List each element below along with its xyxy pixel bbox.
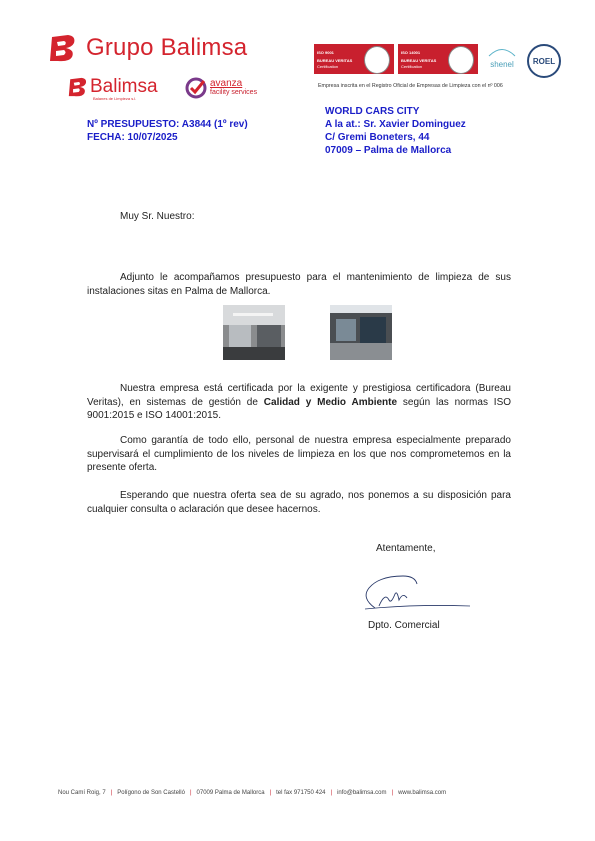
cert-body: BUREAU VERITAS xyxy=(317,58,353,63)
balimsa-b-icon xyxy=(46,33,80,63)
cert-label: Certification xyxy=(401,64,423,69)
shenel-seal xyxy=(486,44,518,76)
salutation: Muy Sr. Nuestro: xyxy=(120,211,195,222)
paragraph-2-bold: Calidad y Medio Ambiente xyxy=(263,396,398,408)
closing: Atentamente, xyxy=(376,543,436,554)
paragraph-3: Como garantía de todo ello, personal de nuestra empresa especialmente preparado supervisará el cumplimiento de los niveles de limpieza en los que nos comprometemos en la presente oferta. xyxy=(87,435,511,473)
recipient-street: C/ Gremi Boneters, 44 xyxy=(325,132,430,143)
paragraph-2-a: Nuestra empresa está certificada por la exigente y prestigiosa certificadora (Bureau Veritas), en sistemas de gestión de xyxy=(87,383,511,408)
paragraph-4: Esperando que nuestra oferta sea de su agrado, nos ponemos a su disposición para cualquier consulta o aclaración que desee hacernos. xyxy=(87,490,511,515)
bureau-veritas-seal-icon xyxy=(364,46,390,74)
footer-area: Polígono de Son Castelló xyxy=(117,790,185,796)
balimsa-logo xyxy=(66,76,158,101)
avanza-check-icon xyxy=(185,77,207,99)
roel-seal xyxy=(527,44,561,78)
roel-text: ROEL xyxy=(532,56,556,66)
shenel-text: shenel xyxy=(490,60,514,69)
footer-email[interactable]: info@balimsa.com xyxy=(337,790,387,796)
brand-sub-tagline: Balanes de Limpieza s.l. xyxy=(93,96,137,101)
avanza-logo xyxy=(185,77,257,99)
quote-number: Nº PRESUPUESTO: A3844 (1º rev) xyxy=(87,119,248,130)
brand-main: Grupo Balimsa xyxy=(86,34,248,61)
registry-line: Empresa inscrita en el Registro Oficial de Empresas de Limpieza con el nº 006 xyxy=(318,83,503,89)
paragraph-2-b: según las normas ISO 9001:2015 e ISO 14001:2015. xyxy=(87,396,512,421)
handwritten-signature xyxy=(355,570,475,615)
brand-sub: Balimsa xyxy=(90,76,158,97)
footer-city: 07009 Palma de Mallorca xyxy=(196,790,265,796)
paragraph-2 xyxy=(87,382,511,423)
signature-dept: Dpto. Comercial xyxy=(368,620,440,631)
quote-date: FECHA: 10/07/2025 xyxy=(87,132,178,143)
cert-badge-iso9001 xyxy=(314,44,394,74)
cert-code: ISO 14001 xyxy=(401,50,421,55)
facility-photo-interior xyxy=(223,305,285,360)
footer-address: Nou Camí Roig, 7 xyxy=(58,790,106,796)
recipient-city: 07009 – Palma de Mallorca xyxy=(325,145,452,156)
partner-tagline: facility services xyxy=(210,89,258,96)
footer: Nou Camí Roig, 7 | Polígono de Son Castelló | 07009 Palma de Mallorca | tel fax 971750 424 | info@balimsa.com | www.balimsa.com xyxy=(58,790,447,796)
quote-info xyxy=(87,118,248,144)
cert-badge-iso14001 xyxy=(398,44,478,74)
grupo-balimsa-logo xyxy=(46,33,247,63)
recipient-attention: A la at.: Sr. Xavier Dominguez xyxy=(325,119,466,130)
balimsa-b-small-icon xyxy=(66,76,90,98)
recipient-company: WORLD CARS CITY xyxy=(325,106,420,117)
paragraph-1: Adjunto le acompañamos presupuesto para el mantenimiento de limpieza de sus instalaciones sitas en Palma de Mallorca. xyxy=(87,272,511,297)
cert-label: Certification xyxy=(317,64,339,69)
partner-name: avanza xyxy=(210,78,243,89)
footer-website[interactable]: www.balimsa.com xyxy=(398,790,447,796)
bureau-veritas-seal-icon xyxy=(448,46,474,74)
facility-photo-exterior xyxy=(330,305,392,360)
shenel-arc-icon xyxy=(486,45,518,57)
cert-body: BUREAU VERITAS xyxy=(401,58,437,63)
cert-code: ISO 9001 xyxy=(317,50,334,55)
footer-phone: tel fax 971750 424 xyxy=(276,790,326,796)
recipient-address xyxy=(325,105,466,157)
